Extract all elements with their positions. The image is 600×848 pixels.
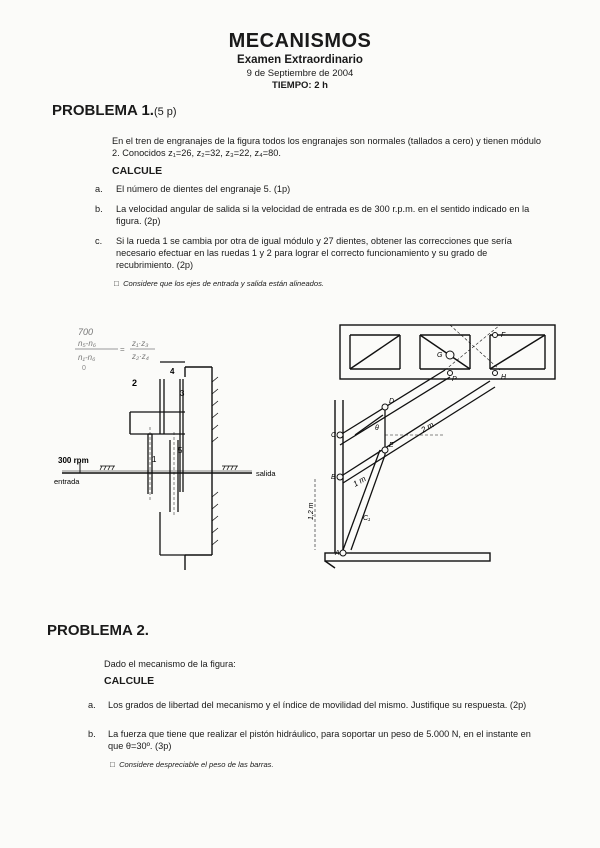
hand-num: n₅-n₆ xyxy=(78,339,96,348)
problem1-intro: En el tren de engranajes de la figura todos los engranajes son normales (tallados a cero) y tienen módulo 2. Conocidos z₁=26, z₂=32, z₃=22, z₄=80. xyxy=(112,136,542,158)
problem1-points: (5 p) xyxy=(153,106,177,118)
gears xyxy=(130,362,185,555)
item-text: La fuerza que tiene que realizar el pistón hidráulico, para soportar un peso de 5.000 N, en el instante en que θ=30º. (3p) xyxy=(108,729,531,751)
label-B: B xyxy=(331,474,336,481)
problem2-note-text: Considere despreciable el peso de las barras. xyxy=(119,760,274,769)
item-marker: b. xyxy=(88,729,96,739)
label-theta: θ xyxy=(375,425,379,432)
label-H: H xyxy=(501,374,507,381)
ground xyxy=(325,400,490,568)
problem2-title: PROBLEMA 2. xyxy=(47,622,149,639)
hand-den: n₁-n₆ xyxy=(78,353,96,362)
main-shaft xyxy=(62,466,252,473)
problem1-note xyxy=(114,279,324,288)
gear-label-3: 3 xyxy=(180,389,185,398)
gear-train-figure xyxy=(20,322,310,584)
gear-label-2: 2 xyxy=(132,378,138,388)
exam-subtitle: Examen Extraordinario xyxy=(237,54,363,66)
label-E: E xyxy=(389,442,394,449)
item-text: Si la rueda 1 se cambia por otra de igual módulo y 27 dientes, obtener las correcciones que sería necesario efectuar en las ruedas 1 y 2 para lograr el correcto funcionamiento y su grado de recubrimiento. (2p) xyxy=(116,236,512,270)
label-C1: C₁ xyxy=(363,515,371,522)
label-D: D xyxy=(389,398,395,405)
label-A: A xyxy=(335,550,340,557)
square-bullet-icon: □ xyxy=(114,279,119,288)
item-marker: c. xyxy=(95,236,103,246)
problem1-item-b xyxy=(95,203,545,227)
dim-2m: 2 m xyxy=(419,420,436,435)
label-C: C xyxy=(331,432,337,439)
problem2-intro: Dado el mecanismo de la figura: xyxy=(104,659,236,669)
item-text: El número de dientes del engranaje 5. (1p) xyxy=(116,184,291,194)
problem1-title xyxy=(52,102,177,119)
item-marker: b. xyxy=(95,204,103,214)
dim-12m: 1,2 m xyxy=(308,502,315,520)
problem1-note-text: Considere que los ejes de entrada y salida están alineados. xyxy=(123,279,325,288)
hand-eq: = xyxy=(120,345,125,354)
exam-date: 9 de Septiembre de 2004 xyxy=(246,68,354,79)
exam-title: MECANISMOS xyxy=(228,30,372,52)
problem1-item-a xyxy=(95,183,545,195)
label-P: P xyxy=(452,376,457,383)
hand-right: z₁·z₃ xyxy=(132,339,149,348)
item-text: La velocidad angular de salida si la velocidad de entrada es de 300 r.p.m. en el sentido indicado en la figura. (2p) xyxy=(116,204,530,226)
label-G: G xyxy=(437,352,443,359)
problem2-item-a xyxy=(88,699,543,711)
gear-label-1: 1 xyxy=(152,455,157,464)
gear-label-4: 4 xyxy=(170,367,175,376)
problem2-item-b xyxy=(88,728,543,752)
square-bullet-icon: □ xyxy=(110,760,115,769)
item-marker: a. xyxy=(88,700,96,710)
input-speed: 300 rpm xyxy=(58,456,89,465)
input-label: entrada xyxy=(54,477,80,486)
links xyxy=(340,370,495,550)
problem1-title-text: PROBLEMA 1. xyxy=(52,102,154,119)
problem2-note xyxy=(110,760,274,769)
output-label: salida xyxy=(256,469,276,478)
hand-right2: z₂·z₄ xyxy=(132,352,149,361)
hand-small: 0 xyxy=(82,365,86,372)
label-F: F xyxy=(501,332,506,339)
exam-time: TIEMPO: 2 h xyxy=(272,80,328,91)
item-text: Los grados de libertad del mecanismo y el índice de movilidad del mismo. Justifique su respuesta. (2p) xyxy=(108,700,527,710)
item-marker: a. xyxy=(95,184,103,194)
mechanism-figure xyxy=(305,315,570,590)
dim-1m: 1 m xyxy=(351,474,368,489)
problem2-calc: CALCULE xyxy=(104,675,155,687)
problem1-calc: CALCULE xyxy=(112,165,163,177)
problem1-item-c xyxy=(95,235,545,271)
gear-label-5: 5 xyxy=(178,446,183,455)
hand-700: 700 xyxy=(78,327,94,337)
